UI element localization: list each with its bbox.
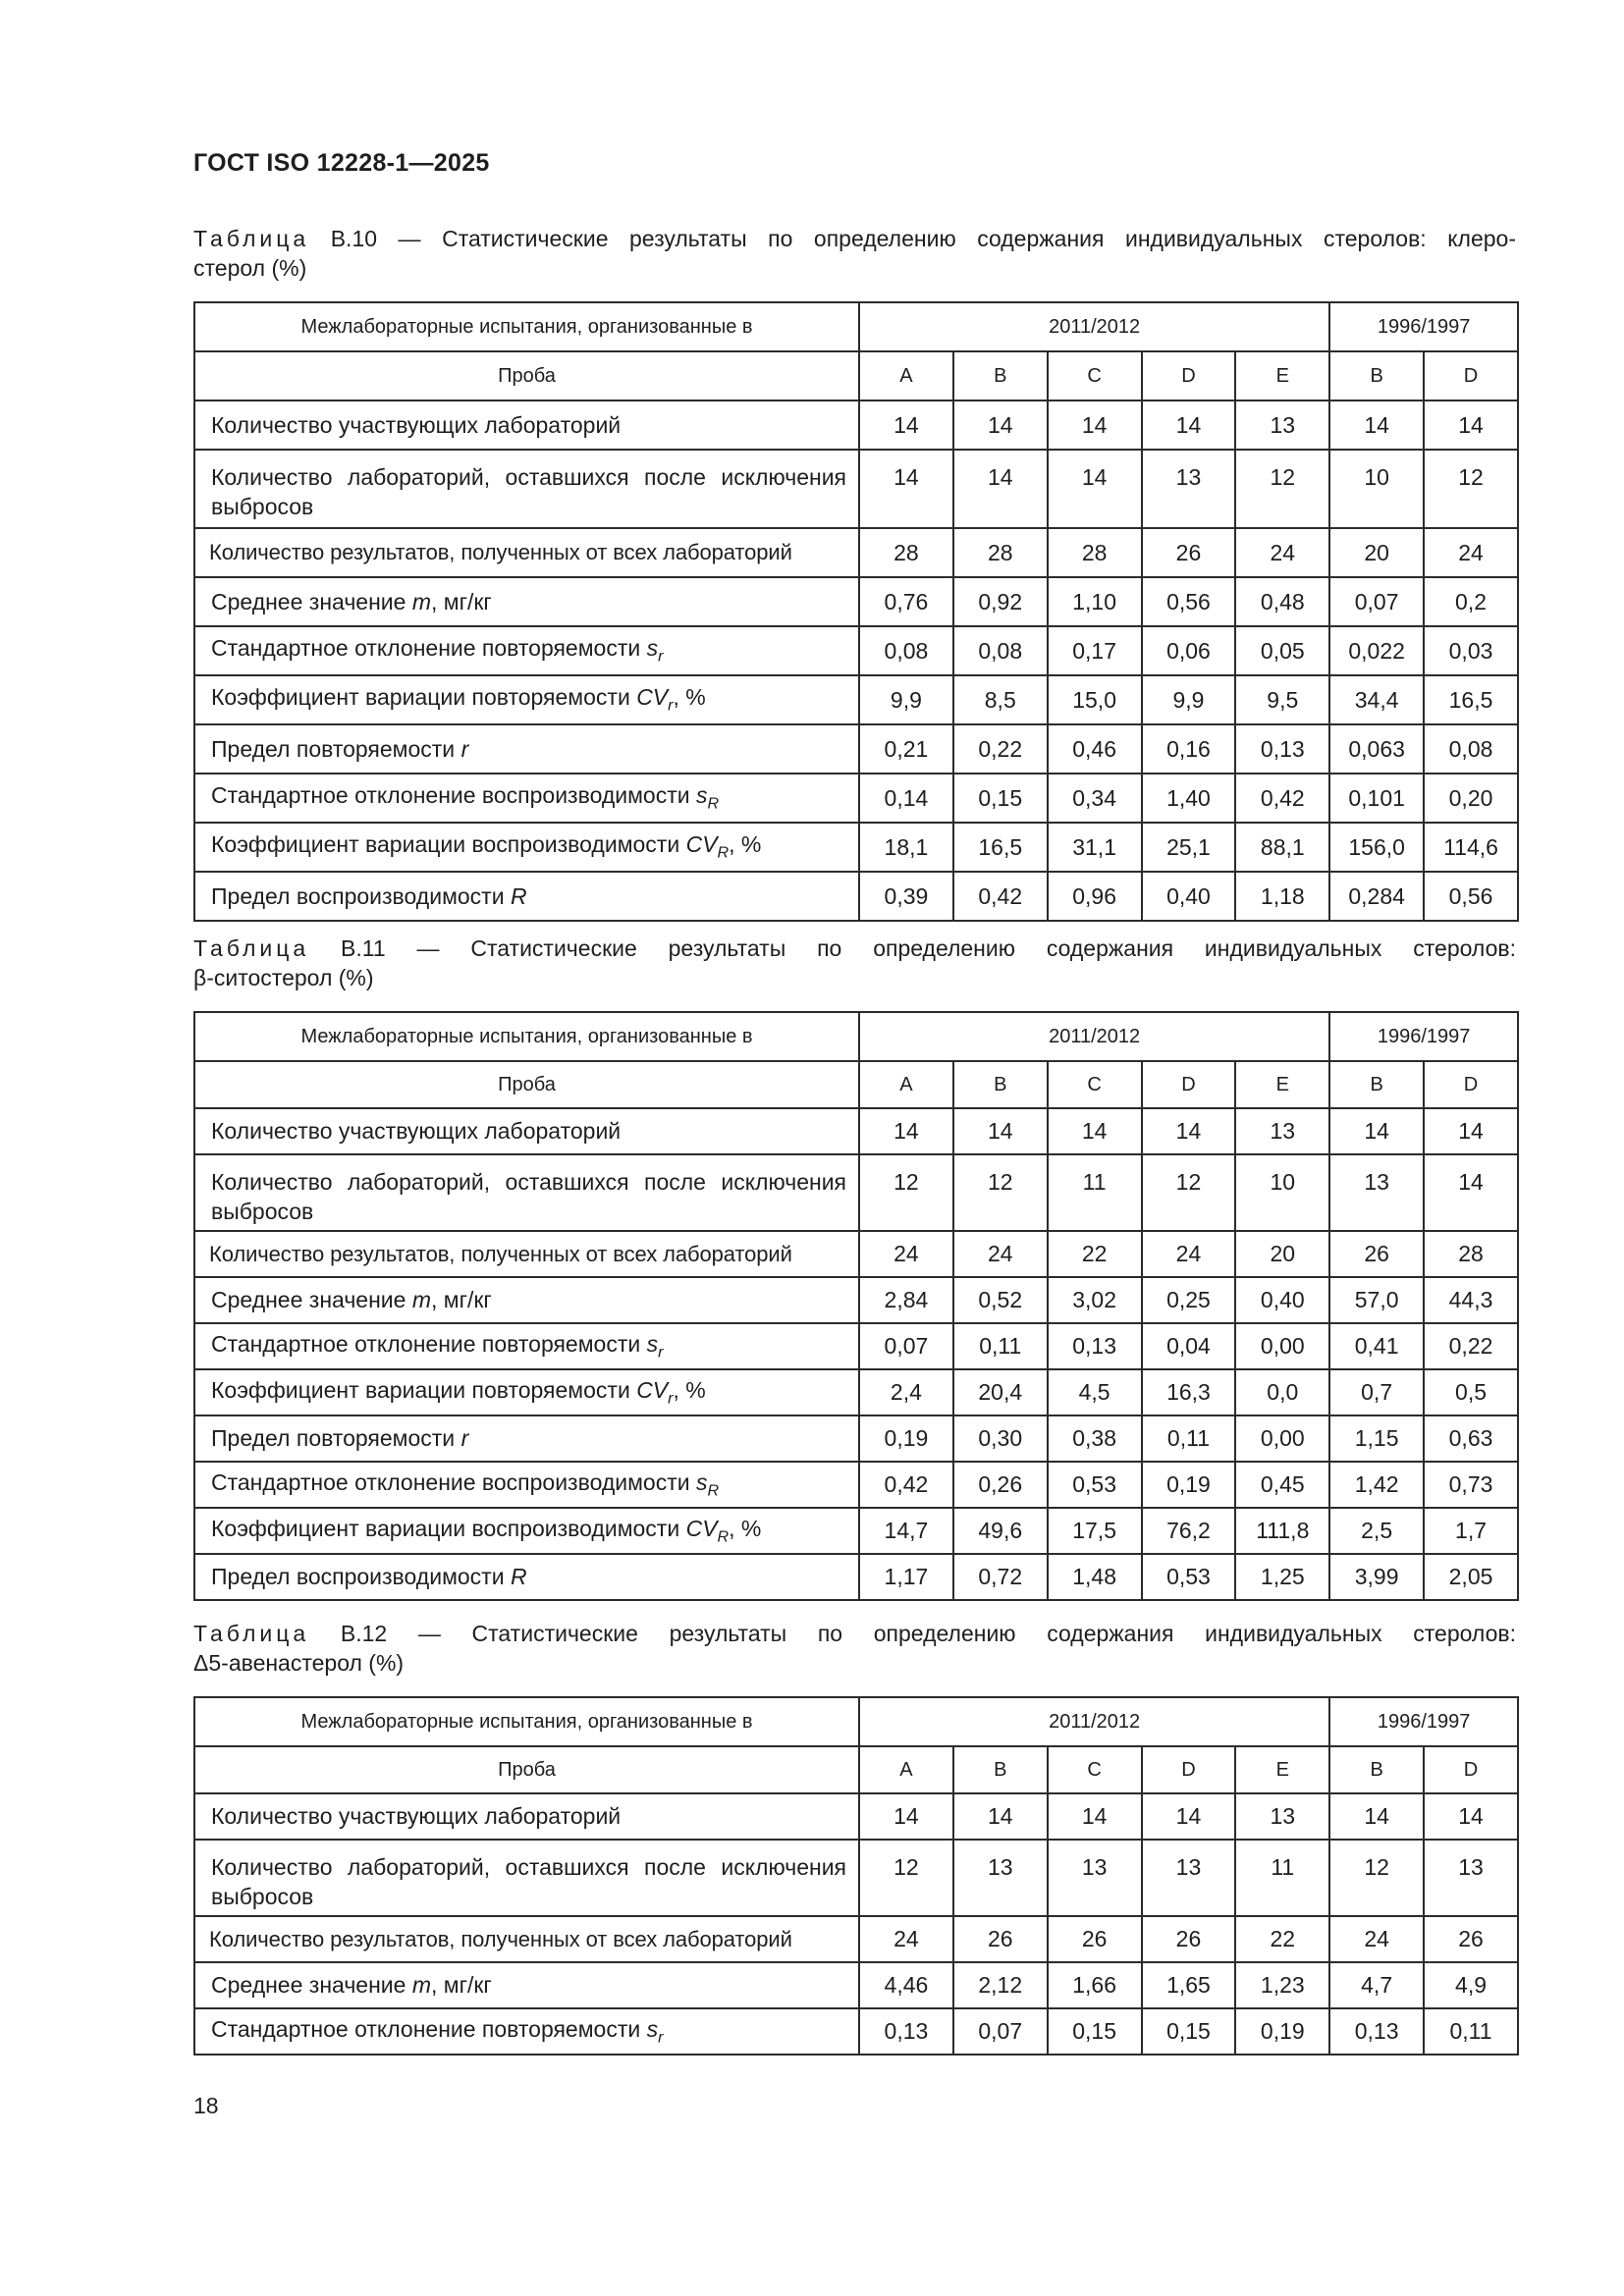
value-cell: 0,63 [1424,1415,1518,1462]
table-row [194,1840,1518,1916]
value-cell: 9,9 [1142,675,1236,724]
value-cell: 0,72 [953,1554,1048,1600]
value-cell: 0,08 [953,626,1048,675]
value-cell: 0,08 [1424,724,1518,774]
value-cell: 0,45 [1235,1462,1329,1508]
value-cell: 0,13 [1329,2008,1424,2055]
value-cell: 0,07 [1329,577,1424,626]
sample-label: Проба [194,1746,859,1793]
value-cell: 9,5 [1235,675,1329,724]
table-b10 [193,301,1519,922]
value-cell: 0,2 [1424,577,1518,626]
value-cell: 0,53 [1048,1462,1142,1508]
value-cell: 26 [1142,1916,1236,1962]
table-caption-b10 [193,224,1516,283]
table-row [194,626,1518,675]
value-cell: 0,92 [953,577,1048,626]
value-cell: 12 [1142,1154,1236,1231]
row-label: Стандартное отклонение повторяемости $s_r$ [194,626,859,675]
caption-text: В.10 — Статистические результаты по определению содержания индивидуальных стеролов: клеро- [309,226,1516,251]
table-row [194,1793,1518,1840]
header-label: Межлабораторные испытания, организованные в [194,1012,859,1061]
header-year-1996: 1996/1997 [1329,302,1518,351]
value-cell: 0,52 [953,1277,1048,1323]
table-row [194,774,1518,823]
value-cell: 0,19 [859,1415,953,1462]
value-cell: 10 [1329,450,1424,528]
table-row [194,872,1518,921]
row-label: Количество участвующих лабораторий [194,400,859,450]
row-label: Количество результатов, полученных от всех лабораторий [194,1231,859,1277]
value-cell: 13 [1235,1108,1329,1154]
value-cell: 10 [1235,1154,1329,1231]
value-cell: 14 [1329,1108,1424,1154]
value-cell: 0,7 [1329,1369,1424,1415]
table-row [194,1154,1518,1231]
value-cell: 0,08 [859,626,953,675]
value-cell: 0,38 [1048,1415,1142,1462]
sample-cell: C [1048,1061,1142,1108]
row-label: Предел повторяемости r [194,1415,859,1462]
value-cell: 0,07 [953,2008,1048,2055]
value-cell: 88,1 [1235,823,1329,872]
value-cell: 0,41 [1329,1323,1424,1369]
table-header-row [194,1697,1518,1746]
table-row [194,1554,1518,1600]
value-cell: 0,30 [953,1415,1048,1462]
caption-table-word: Таблица [193,226,310,251]
sample-cell: D [1424,351,1518,400]
value-cell: 8,5 [953,675,1048,724]
value-cell: 14 [1048,450,1142,528]
value-cell: 14 [1142,1108,1236,1154]
sample-label: Проба [194,1061,859,1108]
value-cell: 0,53 [1142,1554,1236,1600]
row-label: Предел воспроизводимости R [194,1554,859,1600]
row-label: Коэффициент вариации воспроизводимости $CV_R$, % [194,1508,859,1554]
caption-table-word: Таблица [193,935,310,961]
value-cell: 13 [1048,1840,1142,1916]
value-cell: 0,76 [859,577,953,626]
table-caption-b11 [193,934,1516,992]
value-cell: 17,5 [1048,1508,1142,1554]
row-label: Коэффициент вариации повторяемости $CV_r$, % [194,1369,859,1415]
row-label: Количество результатов, полученных от всех лабораторий [194,1916,859,1962]
value-cell: 14 [1424,1108,1518,1154]
value-cell: 31,1 [1048,823,1142,872]
value-cell: 0,26 [953,1462,1048,1508]
row-label: Среднее значение m, мг/кг [194,1962,859,2008]
value-cell: 12 [1235,450,1329,528]
value-cell: 14 [953,450,1048,528]
value-cell: 14 [1424,1154,1518,1231]
value-cell: 2,4 [859,1369,953,1415]
value-cell: 57,0 [1329,1277,1424,1323]
value-cell: 0,46 [1048,724,1142,774]
row-label: Стандартное отклонение воспроизводимости $s_R$ [194,1462,859,1508]
table-row [194,1108,1518,1154]
value-cell: 14 [859,450,953,528]
value-cell: 2,84 [859,1277,953,1323]
table-row [194,1462,1518,1508]
caption-text-line2: стерол (%) [193,255,307,281]
table-sample-row [194,1061,1518,1108]
value-cell: 26 [1424,1916,1518,1962]
sample-label: Проба [194,351,859,400]
value-cell: 14 [859,400,953,450]
value-cell: 1,7 [1424,1508,1518,1554]
table-row [194,1369,1518,1415]
value-cell: 0,284 [1329,872,1424,921]
value-cell: 2,05 [1424,1554,1518,1600]
value-cell: 0,34 [1048,774,1142,823]
value-cell: 0,39 [859,872,953,921]
value-cell: 1,66 [1048,1962,1142,2008]
row-label: Количество лабораторий, оставшихся после исключения выбросов [194,1840,859,1916]
value-cell: 26 [1329,1231,1424,1277]
sample-cell: D [1142,351,1236,400]
value-cell: 14 [1142,1793,1236,1840]
value-cell: 9,9 [859,675,953,724]
value-cell: 0,19 [1142,1462,1236,1508]
table-row [194,1415,1518,1462]
value-cell: 1,15 [1329,1415,1424,1462]
sample-cell: E [1235,1061,1329,1108]
row-label: Количество результатов, полученных от всех лабораторий [194,528,859,577]
value-cell: 13 [1424,1840,1518,1916]
value-cell: 0,17 [1048,626,1142,675]
value-cell: 24 [1424,528,1518,577]
value-cell: 11 [1048,1154,1142,1231]
sample-cell: A [859,1061,953,1108]
value-cell: 34,4 [1329,675,1424,724]
sample-cell: A [859,1746,953,1793]
value-cell: 0,04 [1142,1323,1236,1369]
sample-cell: E [1235,351,1329,400]
value-cell: 13 [1142,450,1236,528]
sample-cell: C [1048,1746,1142,1793]
value-cell: 1,23 [1235,1962,1329,2008]
caption-text: В.12 — Статистические результаты по определению содержания индивидуальных стеролов: [309,1621,1516,1646]
value-cell: 1,17 [859,1554,953,1600]
row-label: Стандартное отклонение повторяемости $s_r$ [194,1323,859,1369]
value-cell: 14 [1424,400,1518,450]
sample-cell: C [1048,351,1142,400]
value-cell: 0,42 [1235,774,1329,823]
table-row [194,675,1518,724]
value-cell: 76,2 [1142,1508,1236,1554]
value-cell: 14 [1142,400,1236,450]
value-cell: 1,10 [1048,577,1142,626]
value-cell: 0,20 [1424,774,1518,823]
value-cell: 16,3 [1142,1369,1236,1415]
value-cell: 0,11 [953,1323,1048,1369]
table-header-row [194,302,1518,351]
table-row [194,1508,1518,1554]
value-cell: 14 [1329,1793,1424,1840]
row-label: Количество лабораторий, оставшихся после исключения выбросов [194,1154,859,1231]
value-cell: 13 [1329,1154,1424,1231]
sample-cell: B [1329,1061,1424,1108]
value-cell: 28 [859,528,953,577]
table-row [194,400,1518,450]
value-cell: 0,11 [1142,1415,1236,1462]
value-cell: 2,5 [1329,1508,1424,1554]
table-row [194,823,1518,872]
sample-cell: B [953,351,1048,400]
sample-cell: B [953,1061,1048,1108]
value-cell: 0,42 [859,1462,953,1508]
value-cell: 14 [1048,1793,1142,1840]
value-cell: 22 [1048,1231,1142,1277]
value-cell: 28 [953,528,1048,577]
value-cell: 26 [953,1916,1048,1962]
value-cell: 26 [1142,528,1236,577]
value-cell: 16,5 [1424,675,1518,724]
value-cell: 28 [1424,1231,1518,1277]
value-cell: 1,48 [1048,1554,1142,1600]
value-cell: 0,101 [1329,774,1424,823]
row-label: Предел воспроизводимости R [194,872,859,921]
value-cell: 0,19 [1235,2008,1329,2055]
value-cell: 13 [1235,1793,1329,1840]
document-code: ГОСТ ISO 12228-1—2025 [193,149,490,177]
sample-cell: B [953,1746,1048,1793]
row-label: Количество участвующих лабораторий [194,1793,859,1840]
value-cell: 0,22 [1424,1323,1518,1369]
value-cell: 12 [859,1154,953,1231]
value-cell: 14 [1329,400,1424,450]
sample-cell: D [1142,1061,1236,1108]
value-cell: 0,40 [1235,1277,1329,1323]
value-cell: 156,0 [1329,823,1424,872]
header-year-2011: 2011/2012 [859,302,1329,351]
value-cell: 0,15 [1142,2008,1236,2055]
value-cell: 0,16 [1142,724,1236,774]
sample-cell: B [1329,351,1424,400]
value-cell: 0,022 [1329,626,1424,675]
value-cell: 111,8 [1235,1508,1329,1554]
value-cell: 14 [859,1793,953,1840]
caption-text-line2: β-ситостерол (%) [193,965,374,990]
sample-cell: D [1142,1746,1236,1793]
sample-cell: E [1235,1746,1329,1793]
value-cell: 1,40 [1142,774,1236,823]
header-year-1996: 1996/1997 [1329,1697,1518,1746]
value-cell: 12 [953,1154,1048,1231]
caption-text: В.11 — Статистические результаты по определению содержания индивидуальных стеролов: [309,935,1516,961]
row-label: Предел повторяемости r [194,724,859,774]
value-cell: 0,40 [1142,872,1236,921]
row-label: Стандартное отклонение воспроизводимости $s_R$ [194,774,859,823]
value-cell: 0,13 [1235,724,1329,774]
value-cell: 0,96 [1048,872,1142,921]
value-cell: 24 [953,1231,1048,1277]
value-cell: 4,46 [859,1962,953,2008]
value-cell: 0,56 [1424,872,1518,921]
value-cell: 0,00 [1235,1415,1329,1462]
page-number: 18 [193,2093,219,2118]
value-cell: 4,5 [1048,1369,1142,1415]
sample-cell: A [859,351,953,400]
caption-table-word: Таблица [193,1621,310,1646]
value-cell: 14 [953,1793,1048,1840]
value-cell: 11 [1235,1840,1329,1916]
header-year-2011: 2011/2012 [859,1012,1329,1061]
table-row [194,2008,1518,2055]
value-cell: 2,12 [953,1962,1048,2008]
value-cell: 13 [1142,1840,1236,1916]
value-cell: 0,42 [953,872,1048,921]
row-label: Среднее значение m, мг/кг [194,1277,859,1323]
value-cell: 3,99 [1329,1554,1424,1600]
table-row [194,1916,1518,1962]
value-cell: 12 [859,1840,953,1916]
header-year-1996: 1996/1997 [1329,1012,1518,1061]
table-row [194,724,1518,774]
row-label: Стандартное отклонение повторяемости $s_r$ [194,2008,859,2055]
value-cell: 1,25 [1235,1554,1329,1600]
value-cell: 18,1 [859,823,953,872]
value-cell: 1,42 [1329,1462,1424,1508]
value-cell: 20,4 [953,1369,1048,1415]
value-cell: 22 [1235,1916,1329,1962]
header-label: Межлабораторные испытания, организованные в [194,1697,859,1746]
value-cell: 0,48 [1235,577,1329,626]
value-cell: 0,25 [1142,1277,1236,1323]
sample-cell: D [1424,1746,1518,1793]
value-cell: 0,5 [1424,1369,1518,1415]
value-cell: 0,22 [953,724,1048,774]
table-caption-b12 [193,1619,1516,1678]
value-cell: 0,07 [859,1323,953,1369]
table-b11 [193,1011,1519,1601]
value-cell: 4,9 [1424,1962,1518,2008]
table-b12 [193,1696,1519,2056]
row-label: Количество лабораторий, оставшихся после исключения выбросов [194,450,859,528]
value-cell: 0,73 [1424,1462,1518,1508]
table-row [194,528,1518,577]
table-row [194,1277,1518,1323]
value-cell: 14 [859,1108,953,1154]
table-sample-row [194,351,1518,400]
value-cell: 25,1 [1142,823,1236,872]
value-cell: 1,65 [1142,1962,1236,2008]
value-cell: 14 [953,400,1048,450]
row-label: Коэффициент вариации воспроизводимости $CV_R$, % [194,823,859,872]
table-row [194,1962,1518,2008]
value-cell: 14 [953,1108,1048,1154]
value-cell: 24 [859,1231,953,1277]
value-cell: 0,15 [953,774,1048,823]
value-cell: 14 [1048,400,1142,450]
value-cell: 0,0 [1235,1369,1329,1415]
value-cell: 0,15 [1048,2008,1142,2055]
value-cell: 49,6 [953,1508,1048,1554]
table-row [194,1231,1518,1277]
row-label: Среднее значение m, мг/кг [194,577,859,626]
value-cell: 0,14 [859,774,953,823]
value-cell: 16,5 [953,823,1048,872]
value-cell: 0,13 [859,2008,953,2055]
value-cell: 0,00 [1235,1323,1329,1369]
value-cell: 13 [953,1840,1048,1916]
table-sample-row [194,1746,1518,1793]
value-cell: 0,21 [859,724,953,774]
value-cell: 0,06 [1142,626,1236,675]
table-header-row [194,1012,1518,1061]
value-cell: 0,56 [1142,577,1236,626]
value-cell: 26 [1048,1916,1142,1962]
value-cell: 15,0 [1048,675,1142,724]
value-cell: 44,3 [1424,1277,1518,1323]
value-cell: 24 [1329,1916,1424,1962]
value-cell: 24 [1235,528,1329,577]
value-cell: 0,063 [1329,724,1424,774]
value-cell: 14 [1424,1793,1518,1840]
value-cell: 12 [1424,450,1518,528]
value-cell: 24 [859,1916,953,1962]
value-cell: 20 [1329,528,1424,577]
value-cell: 12 [1329,1840,1424,1916]
header-label: Межлабораторные испытания, организованные в [194,302,859,351]
row-label: Количество участвующих лабораторий [194,1108,859,1154]
table-row [194,577,1518,626]
sample-cell: D [1424,1061,1518,1108]
value-cell: 0,05 [1235,626,1329,675]
value-cell: 20 [1235,1231,1329,1277]
table-row [194,1323,1518,1369]
value-cell: 14,7 [859,1508,953,1554]
value-cell: 0,11 [1424,2008,1518,2055]
table-row [194,450,1518,528]
value-cell: 3,02 [1048,1277,1142,1323]
value-cell: 28 [1048,528,1142,577]
value-cell: 4,7 [1329,1962,1424,2008]
value-cell: 14 [1048,1108,1142,1154]
value-cell: 24 [1142,1231,1236,1277]
row-label: Коэффициент вариации повторяемости $CV_r$, % [194,675,859,724]
value-cell: 13 [1235,400,1329,450]
value-cell: 1,18 [1235,872,1329,921]
sample-cell: B [1329,1746,1424,1793]
caption-text-line2: Δ5-авенастерол (%) [193,1650,405,1676]
value-cell: 114,6 [1424,823,1518,872]
value-cell: 0,13 [1048,1323,1142,1369]
value-cell: 0,03 [1424,626,1518,675]
header-year-2011: 2011/2012 [859,1697,1329,1746]
